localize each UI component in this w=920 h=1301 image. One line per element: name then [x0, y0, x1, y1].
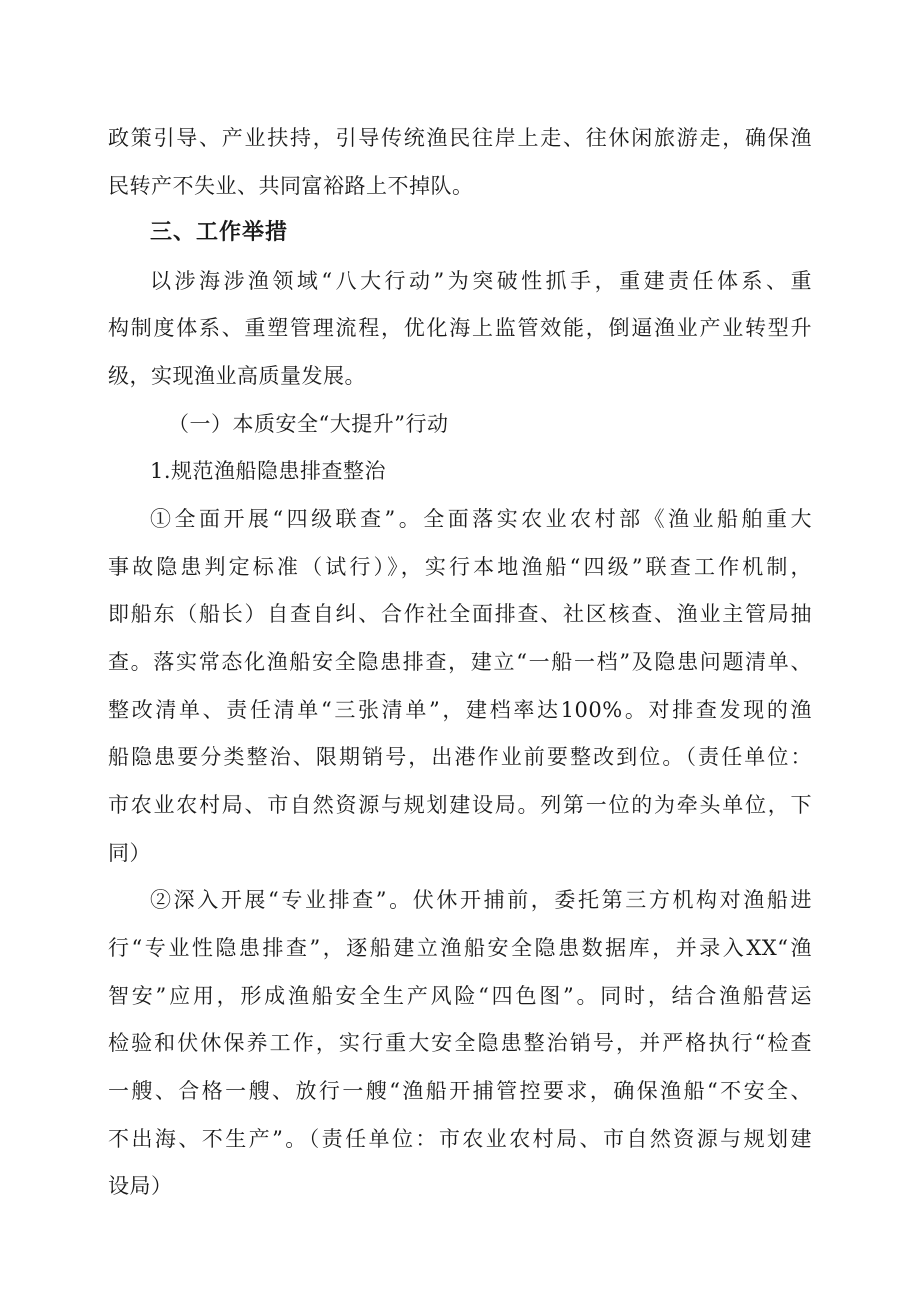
paragraph-line: 行“专业性隐患排查”，逐船建立渔船安全隐患数据库，并录入XX“渔 [108, 936, 812, 960]
paragraph-line: 事故隐患判定标准（试行）》，实行本地渔船“四级”联查工作机制， [108, 555, 812, 579]
paragraph-line: 检验和伏休保养工作，实行重大安全隐患整治销号，并严格执行“检查 [108, 1031, 812, 1055]
paragraph-line: 一艘、合格一艘、放行一艘“渔船开捕管控要求，确保渔船“不安全、 [108, 1079, 812, 1103]
paragraph-line: ①全面开展“四级联查”。全面落实农业农村部《渔业船舶重大 [150, 507, 812, 531]
paragraph-line: 民转产不失业、共同富裕路上不掉队。 [108, 174, 474, 198]
paragraph-line: 船隐患要分类整治、限期销号，出港作业前要整改到位。（责任单位： [108, 745, 812, 769]
paragraph-line: ②深入开展“专业排查”。伏休开捕前，委托第三方机构对渔船进 [150, 888, 812, 912]
paragraph-line: 不出海、不生产”。（责任单位：市农业农村局、市自然资源与规划建 [108, 1127, 812, 1151]
paragraph-line: 构制度体系、重塑管理流程，优化海上监管效能，倒逼渔业产业转型升 [108, 316, 812, 340]
paragraph-line: 同） [108, 841, 151, 865]
section-heading: 三、工作举措 [150, 220, 289, 245]
paragraph-line: 级，实现渔业高质量发展。 [108, 364, 366, 388]
paragraph-line: 政策引导、产业扶持，引导传统渔民往岸上走、往休闲旅游走，确保渔 [108, 126, 812, 150]
paragraph-line: 智安”应用，形成渔船安全生产风险“四色图”。同时，结合渔船营运 [108, 984, 812, 1008]
paragraph-line: 设局） [108, 1174, 173, 1198]
paragraph-line: 市农业农村局、市自然资源与规划建设局。列第一位的为牵头单位，下 [108, 793, 812, 817]
paragraph-line: 以涉海涉渔领域“八大行动”为突破性抓手，重建责任体系、重 [150, 269, 812, 293]
paragraph-line: 查。落实常态化渔船安全隐患排查，建立“一船一档”及隐患问题清单、 [108, 650, 812, 674]
item-heading: 1.规范渔船隐患排查整治 [150, 459, 387, 483]
subsection-heading: （一）本质安全“大提升”行动 [168, 412, 449, 436]
paragraph-line: 即船东（船长）自查自纠、合作社全面排查、社区核查、渔业主管局抽 [108, 602, 812, 626]
paragraph-line: 整改清单、责任清单“三张清单”，建档率达100%。对排查发现的渔 [108, 698, 812, 722]
